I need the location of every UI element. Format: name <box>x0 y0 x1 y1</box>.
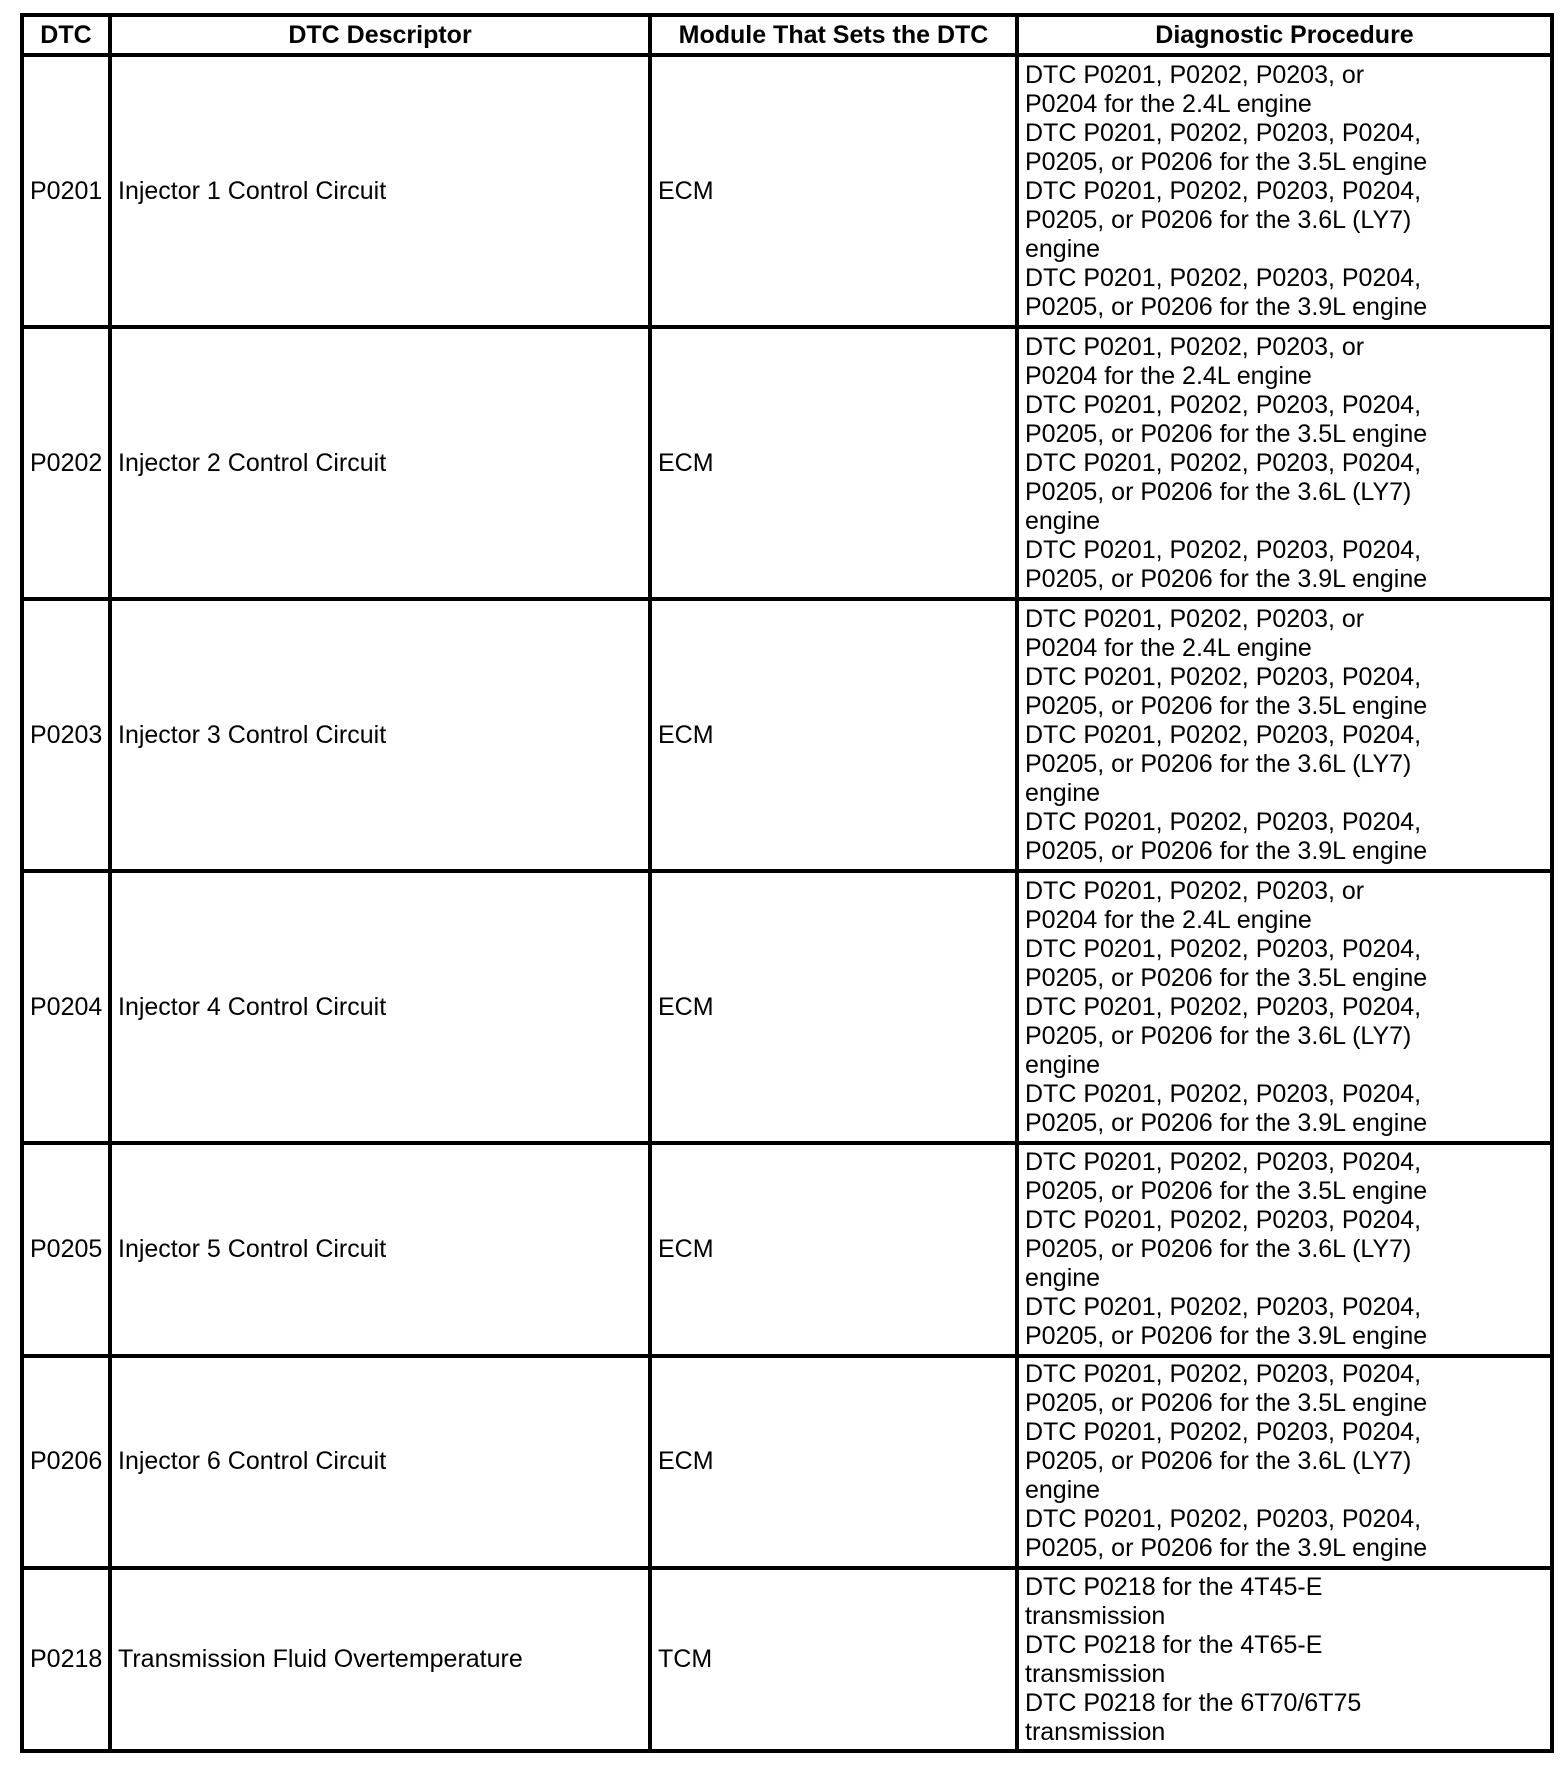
header-dtc: DTC <box>22 15 110 55</box>
diagnostic-procedure-link[interactable] <box>1025 61 1544 119</box>
table-row <box>22 599 1552 871</box>
procedure-text-line: P0205, or P0206 for the 3.6L (LY7) <box>1025 1021 1412 1050</box>
diagnostic-procedure-cell <box>1017 327 1552 599</box>
procedure-text-line: DTC P0201, P0202, P0203, P0204, <box>1025 263 1422 292</box>
module-cell: ECM <box>650 871 1017 1143</box>
dtc-code-cell: P0204 <box>22 871 110 1143</box>
procedure-text-line: DTC P0201, P0202, P0203, P0204, <box>1025 535 1422 564</box>
diagnostic-procedure-link[interactable] <box>1025 1689 1544 1747</box>
table-row <box>22 55 1552 327</box>
dtc-code-cell: P0205 <box>22 1143 110 1356</box>
procedure-text-line: P0205, or P0206 for the 3.9L engine <box>1025 292 1428 321</box>
procedure-text-line: P0205, or P0206 for the 3.5L engine <box>1025 963 1428 992</box>
module-cell: ECM <box>650 327 1017 599</box>
procedure-text-line: P0205, or P0206 for the 3.9L engine <box>1025 836 1428 865</box>
procedure-text-line: P0205, or P0206 for the 3.5L engine <box>1025 419 1428 448</box>
dtc-descriptor-cell: Injector 6 Control Circuit <box>110 1356 650 1569</box>
diagnostic-procedure-cell <box>1017 599 1552 871</box>
diagnostic-procedure-link[interactable] <box>1025 1360 1544 1418</box>
table-row <box>22 871 1552 1143</box>
table-body <box>22 55 1552 1751</box>
procedure-text-line: P0205, or P0206 for the 3.9L engine <box>1025 1321 1428 1350</box>
procedure-text-line: P0205, or P0206 for the 3.6L (LY7) <box>1025 477 1412 506</box>
header-row <box>22 15 1552 55</box>
procedure-text-line: P0205, or P0206 for the 3.5L engine <box>1025 1176 1428 1205</box>
table-row <box>22 1568 1552 1751</box>
procedure-text-line: P0204 for the 2.4L engine <box>1025 905 1312 934</box>
procedure-text-line: DTC P0201, P0202, P0203, or <box>1025 876 1365 905</box>
diagnostic-procedure-link[interactable] <box>1025 449 1544 536</box>
dtc-code-cell: P0203 <box>22 599 110 871</box>
procedure-text-line: engine <box>1025 1263 1101 1292</box>
procedure-text-line: DTC P0201, P0202, P0203, or <box>1025 604 1365 633</box>
header-procedure: Diagnostic Procedure <box>1017 15 1552 55</box>
diagnostic-procedure-link[interactable] <box>1025 536 1544 594</box>
dtc-descriptor-cell: Injector 1 Control Circuit <box>110 55 650 327</box>
diagnostic-procedure-link[interactable] <box>1025 1573 1544 1631</box>
header-module: Module That Sets the DTC <box>650 15 1017 55</box>
dtc-descriptor-cell: Transmission Fluid Overtemperature <box>110 1568 650 1751</box>
procedure-text-line: DTC P0201, P0202, P0203, P0204, <box>1025 448 1422 477</box>
procedure-text-line: DTC P0201, P0202, P0203, P0204, <box>1025 1292 1422 1321</box>
procedure-text-line: DTC P0201, P0202, P0203, P0204, <box>1025 992 1422 1021</box>
procedure-text-line: DTC P0201, P0202, P0203, P0204, <box>1025 118 1422 147</box>
diagnostic-procedure-link[interactable] <box>1025 605 1544 663</box>
diagnostic-procedure-link[interactable] <box>1025 1505 1544 1563</box>
diagnostic-procedure-link[interactable] <box>1025 1293 1544 1351</box>
dtc-table <box>20 13 1554 1753</box>
diagnostic-procedure-cell <box>1017 1356 1552 1569</box>
diagnostic-procedure-link[interactable] <box>1025 663 1544 721</box>
procedure-text-line: P0204 for the 2.4L engine <box>1025 633 1312 662</box>
procedure-text-line: engine <box>1025 778 1101 807</box>
table-row <box>22 1356 1552 1569</box>
procedure-text-line: DTC P0201, P0202, P0203, P0204, <box>1025 807 1422 836</box>
dtc-code-cell: P0201 <box>22 55 110 327</box>
module-cell: ECM <box>650 599 1017 871</box>
procedure-text-line: DTC P0201, P0202, P0203, or <box>1025 60 1365 89</box>
procedure-text-line: P0205, or P0206 for the 3.5L engine <box>1025 147 1428 176</box>
procedure-text-line: DTC P0201, P0202, P0203, P0204, <box>1025 1205 1422 1234</box>
diagnostic-procedure-cell <box>1017 55 1552 327</box>
procedure-text-line: DTC P0218 for the 6T70/6T75 <box>1025 1688 1362 1717</box>
dtc-code-cell: P0202 <box>22 327 110 599</box>
dtc-descriptor-cell: Injector 4 Control Circuit <box>110 871 650 1143</box>
procedure-text-line: DTC P0201, P0202, P0203, P0204, <box>1025 934 1422 963</box>
procedure-text-line: P0205, or P0206 for the 3.6L (LY7) <box>1025 1234 1412 1263</box>
procedure-text-line: DTC P0201, P0202, P0203, P0204, <box>1025 176 1422 205</box>
procedure-text-line: P0205, or P0206 for the 3.6L (LY7) <box>1025 205 1412 234</box>
diagnostic-procedure-link[interactable] <box>1025 877 1544 935</box>
diagnostic-procedure-link[interactable] <box>1025 177 1544 264</box>
diagnostic-procedure-link[interactable] <box>1025 935 1544 993</box>
table-row <box>22 327 1552 599</box>
procedure-text-line: P0205, or P0206 for the 3.6L (LY7) <box>1025 749 1412 778</box>
procedure-text-line: engine <box>1025 1050 1101 1079</box>
table-row <box>22 1143 1552 1356</box>
procedure-text-line: transmission <box>1025 1717 1166 1746</box>
diagnostic-procedure-link[interactable] <box>1025 391 1544 449</box>
procedure-text-line: P0205, or P0206 for the 3.6L (LY7) <box>1025 1447 1412 1476</box>
procedure-text-line: DTC P0201, P0202, P0203, P0204, <box>1025 390 1422 419</box>
diagnostic-procedure-cell <box>1017 1143 1552 1356</box>
procedure-text-line: DTC P0201, P0202, P0203, P0204, <box>1025 720 1422 749</box>
module-cell: TCM <box>650 1568 1017 1751</box>
procedure-text-line: DTC P0201, P0202, P0203, P0204, <box>1025 1360 1422 1389</box>
diagnostic-procedure-link[interactable] <box>1025 808 1544 866</box>
procedure-text-line: P0205, or P0206 for the 3.9L engine <box>1025 1108 1428 1137</box>
diagnostic-procedure-link[interactable] <box>1025 1148 1544 1206</box>
module-cell: ECM <box>650 1356 1017 1569</box>
procedure-text-line: P0204 for the 2.4L engine <box>1025 361 1312 390</box>
procedure-text-line: engine <box>1025 506 1101 535</box>
diagnostic-procedure-link[interactable] <box>1025 721 1544 808</box>
diagnostic-procedure-cell <box>1017 871 1552 1143</box>
procedure-text-line: DTC P0218 for the 4T65-E <box>1025 1630 1323 1659</box>
procedure-text-line: DTC P0218 for the 4T45-E <box>1025 1572 1323 1601</box>
dtc-descriptor-cell: Injector 5 Control Circuit <box>110 1143 650 1356</box>
procedure-text-line: engine <box>1025 234 1101 263</box>
module-cell: ECM <box>650 55 1017 327</box>
diagnostic-procedure-link[interactable] <box>1025 993 1544 1080</box>
procedure-text-line: P0204 for the 2.4L engine <box>1025 89 1312 118</box>
diagnostic-procedure-link[interactable] <box>1025 119 1544 177</box>
procedure-text-line: transmission <box>1025 1659 1166 1688</box>
procedure-text-line: engine <box>1025 1476 1101 1505</box>
procedure-text-line: P0205, or P0206 for the 3.5L engine <box>1025 691 1428 720</box>
dtc-code-cell: P0206 <box>22 1356 110 1569</box>
procedure-text-line: transmission <box>1025 1601 1166 1630</box>
dtc-descriptor-cell: Injector 3 Control Circuit <box>110 599 650 871</box>
procedure-text-line: P0205, or P0206 for the 3.9L engine <box>1025 564 1428 593</box>
procedure-text-line: DTC P0201, P0202, P0203, P0204, <box>1025 1079 1422 1108</box>
procedure-text-line: DTC P0201, P0202, P0203, P0204, <box>1025 1418 1422 1447</box>
diagnostic-procedure-link[interactable] <box>1025 1631 1544 1689</box>
diagnostic-procedure-link[interactable] <box>1025 333 1544 391</box>
procedure-text-line: DTC P0201, P0202, P0203, P0204, <box>1025 662 1422 691</box>
header-descriptor: DTC Descriptor <box>110 15 650 55</box>
procedure-text-line: DTC P0201, P0202, P0203, or <box>1025 332 1365 361</box>
procedure-text-line: P0205, or P0206 for the 3.9L engine <box>1025 1534 1428 1563</box>
diagnostic-procedure-cell <box>1017 1568 1552 1751</box>
procedure-text-line: DTC P0201, P0202, P0203, P0204, <box>1025 1147 1422 1176</box>
dtc-descriptor-cell: Injector 2 Control Circuit <box>110 327 650 599</box>
procedure-text-line: DTC P0201, P0202, P0203, P0204, <box>1025 1505 1422 1534</box>
procedure-text-line: P0205, or P0206 for the 3.5L engine <box>1025 1389 1428 1418</box>
diagnostic-procedure-link[interactable] <box>1025 1418 1544 1505</box>
dtc-code-cell: P0218 <box>22 1568 110 1751</box>
module-cell: ECM <box>650 1143 1017 1356</box>
diagnostic-procedure-link[interactable] <box>1025 1206 1544 1293</box>
diagnostic-procedure-link[interactable] <box>1025 1080 1544 1138</box>
diagnostic-procedure-link[interactable] <box>1025 264 1544 322</box>
